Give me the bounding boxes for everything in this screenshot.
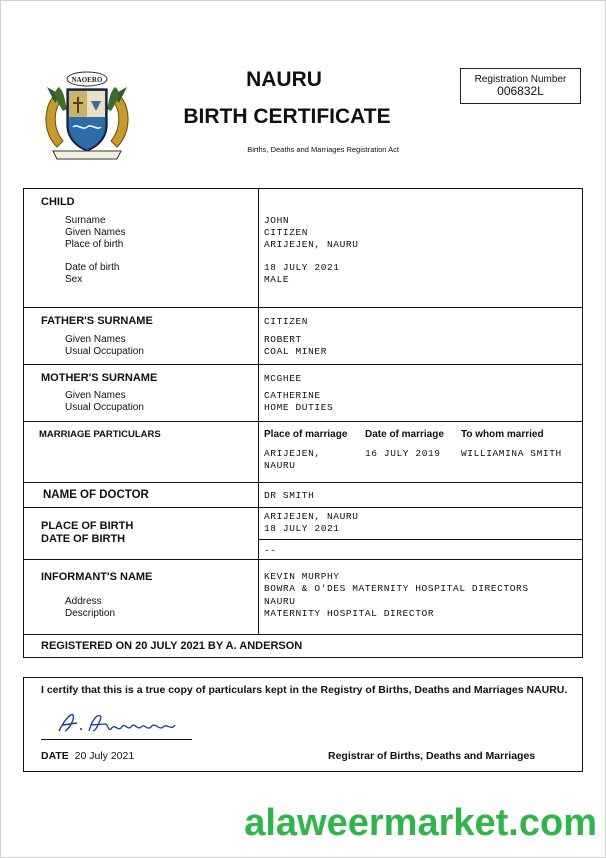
informant-desc-label: Description	[65, 608, 116, 619]
child-surname-label: Surname	[65, 215, 106, 226]
registered-line: REGISTERED ON 20 JULY 2021 BY A. ANDERSON	[41, 640, 303, 652]
father-heading: FATHER'S SURNAME	[41, 315, 153, 327]
watermark: alaweermarket.com	[244, 802, 597, 844]
informant-address: NAURU	[264, 596, 296, 607]
marriage-spouse: WILLIAMINA SMITH	[461, 448, 562, 459]
signature-text	[1, 1, 2, 2]
marriage-date: 16 JULY 2019	[365, 448, 441, 459]
mother-surname: MCGHEE	[264, 373, 302, 384]
certification-date	[41, 750, 134, 762]
father-given: ROBERT	[264, 334, 302, 345]
informant-name: KEVIN MURPHY	[264, 571, 340, 582]
registration-box	[460, 68, 581, 104]
birth-place: ARIJEJEN, NAURU	[264, 511, 359, 522]
child-heading: CHILD	[41, 196, 75, 208]
child-place: ARIJEJEN, NAURU	[264, 239, 359, 250]
registration-label: Registration Number	[474, 74, 567, 85]
doctor-name: DR SMITH	[264, 490, 315, 501]
act-subtitle: Births, Deaths and Marriages Registration Act	[247, 145, 399, 154]
mother-occupation: HOME DUTIES	[264, 402, 334, 413]
registration-number: 006832L	[497, 84, 544, 98]
mother-given: CATHERINE	[264, 390, 321, 401]
father-surname: CITIZEN	[264, 316, 309, 327]
date-of-birth-heading: DATE OF BIRTH	[41, 533, 126, 545]
informant-description: MATERNITY HOSPITAL DIRECTOR	[264, 608, 435, 619]
mother-given-label: Given Names	[65, 390, 126, 401]
birth-date: 18 JULY 2021	[264, 523, 340, 534]
child-dob-label: Date of birth	[65, 262, 120, 273]
child-given-label: Given Names	[65, 227, 126, 238]
registrar-title: Registrar of Births, Deaths and Marriages	[328, 750, 536, 762]
marriage-place-line1: ARIJEJEN,	[264, 448, 321, 459]
doctor-heading: NAME OF DOCTOR	[43, 489, 149, 501]
birth-extra: --	[264, 545, 277, 556]
child-sex: MALE	[264, 274, 290, 285]
child-surname: JOHN	[264, 215, 290, 226]
child-given: CITIZEN	[264, 227, 309, 238]
marriage-whom-header: To whom married	[461, 429, 544, 440]
marriage-heading: MARRIAGE PARTICULARS	[39, 429, 161, 440]
svg-text:NAOERO: NAOERO	[71, 76, 103, 84]
date-label: DATE	[41, 750, 69, 762]
child-dob: 18 JULY 2021	[264, 262, 340, 273]
child-sex-label: Sex	[65, 274, 83, 285]
mother-occ-label: Usual Occupation	[65, 402, 144, 413]
informant-heading: INFORMANT'S NAME	[41, 571, 153, 583]
country-title: NAURU	[246, 68, 322, 91]
certification-text: I certify that this is a true copy of particulars kept in the Registry of Births, Deaths and Marriages NAURU.	[41, 684, 568, 696]
father-occ-label: Usual Occupation	[65, 346, 144, 357]
father-occupation: COAL MINER	[264, 346, 328, 357]
registrar-signature	[55, 709, 185, 737]
father-given-label: Given Names	[65, 334, 126, 345]
marriage-place-line2: NAURU	[264, 460, 296, 471]
date-value: 20 July 2021	[74, 750, 135, 762]
marriage-date-header: Date of marriage	[365, 429, 444, 440]
informant-line2: BOWRA & O'DES MATERNITY HOSPITAL DIRECTORS	[264, 583, 529, 594]
marriage-place-header: Place of marriage	[264, 429, 348, 440]
place-of-birth-heading: PLACE OF BIRTH	[41, 520, 134, 532]
mother-heading: MOTHER'S SURNAME	[41, 372, 158, 384]
document-title: BIRTH CERTIFICATE	[183, 105, 391, 128]
informant-address-label: Address	[65, 596, 102, 607]
child-place-label: Place of birth	[65, 239, 124, 250]
